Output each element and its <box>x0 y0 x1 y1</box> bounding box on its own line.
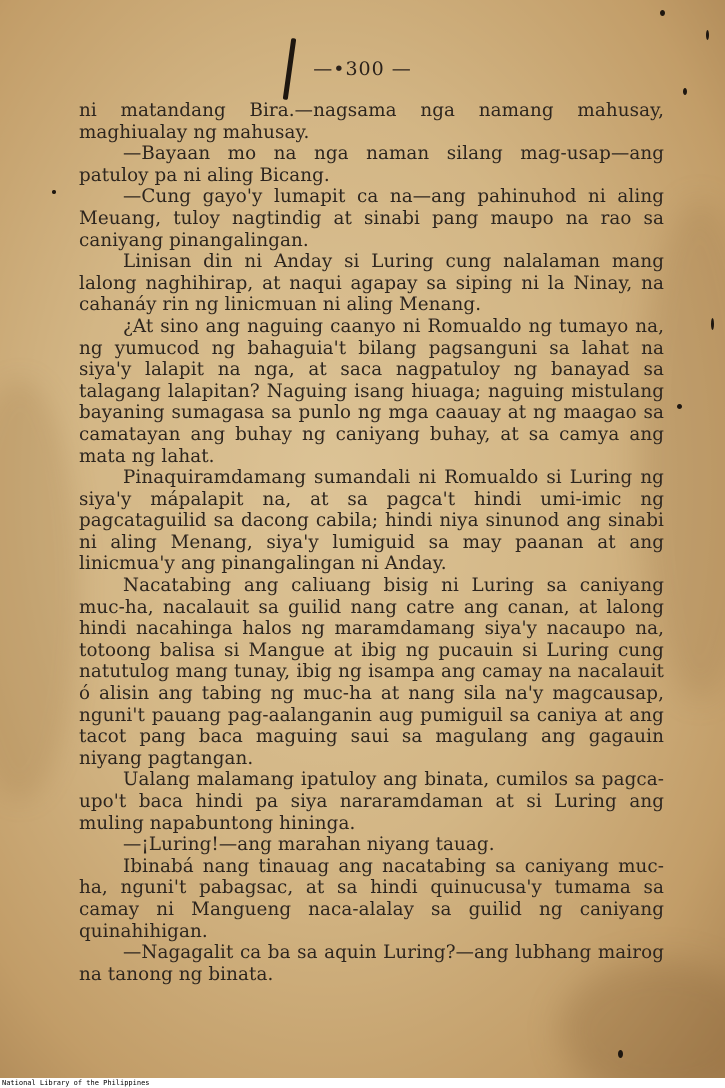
footer-credit: National Library of the Philippines <box>0 1078 725 1088</box>
page-number: —•300 — <box>313 58 412 80</box>
paragraph-6: Pinaquiramdamang sumandali ni Romualdo si Luring ng siya'y mápalapit na, at sa pagca't hindi umi-imic ng pagcataguilid sa dacong cabila; hindi niya sinunod ang sinabi ni aling Menang, siya'y lumiguid sa may paanan at ang linicmua'y ang pinangalingan ni Anday. <box>79 467 664 575</box>
paragraph-4: Linisan din ni Anday si Luring cung nalalaman mang lalong naghihirap, at naqui agapay sa siping ni la Ninay, na cahanáy rin ng linicmuan ni aling Menang. <box>79 251 664 316</box>
paragraph-8: Ualang malamang ipatuloy ang binata, cumilos sa pagca-upo't baca hindi pa siya nararamdaman at si Luring ang muling napabuntong hininga. <box>79 769 664 834</box>
paragraph-9: —¡Luring!—ang marahan niyang tauag. <box>123 834 495 856</box>
paragraph-7: Nacatabing ang caliuang bisig ni Luring sa caniyang muc-ha, nacalauit sa guilid nang catre ang canan, at lalong hindi nacahinga halos ng maramdamang siya'y nacaupo na, totoong balisa si Mangue at ibig ng pucauin si Luring cung natutulog mang tunay, ibig ng isampa ang camay na nacalauit ó alisin ang tabing ng muc-ha at nang sila na'y magcausap, nguni't pauang pag-aalanganin aug pumiguil sa caniya at ang tacot pang baca maguing saui sa magulang ang gagauin niyang pagtangan. <box>79 575 664 769</box>
ink-speck <box>711 318 714 330</box>
ink-speck <box>706 30 709 40</box>
paragraph-11: —Nagagalit ca ba sa aquin Luring?—ang lubhang mairog na tanong ng binata. <box>79 942 664 985</box>
paragraph-2: —Bayaan mo na nga naman silang mag-usap—ang patuloy pa ni aling Bicang. <box>79 143 664 186</box>
ink-speck <box>677 404 682 409</box>
ink-speck <box>618 1050 623 1058</box>
ink-speck <box>52 190 56 194</box>
paragraph-10: Ibinabá nang tinauag ang nacatabing sa caniyang muc-ha, nguni't pabagsac, at sa hindi quinucusa'y tumama sa camay ni Mangueng naca-alalay sa guilid ng caniyang quinahihigan. <box>79 855 664 942</box>
paragraph-1: ni matandang Bira.—nagsama nga namang mahusay, maghiualay ng mahusay. <box>79 100 664 143</box>
paragraph-3: —Cung gayo'y lumapit ca na—ang pahinuhod ni aling Meuang, tuloy nagtindig at sinabi pang maupo na rao sa caniyang pinangalingan. <box>79 186 664 251</box>
body-text <box>79 100 664 985</box>
page-stain-left <box>0 380 80 800</box>
ink-speck <box>660 10 665 16</box>
paragraph-5: ¿At sino ang naguing caanyo ni Romualdo ng tumayo na, ng yumucod ng bahaguia't bilang pagsanguni sa lahat na siya'y lalapit na nga, at saca nagpatuloy ng banayad sa talagang lalapitan? Naguing isang hiuaga; naguing mistulang bayaning sumagasa sa punlo ng mga caauay at ng maagao sa camatayan ang buhay ng caniyang buhay, at sa camya ang mata ng lahat. <box>79 315 664 467</box>
ink-speck <box>683 88 687 95</box>
